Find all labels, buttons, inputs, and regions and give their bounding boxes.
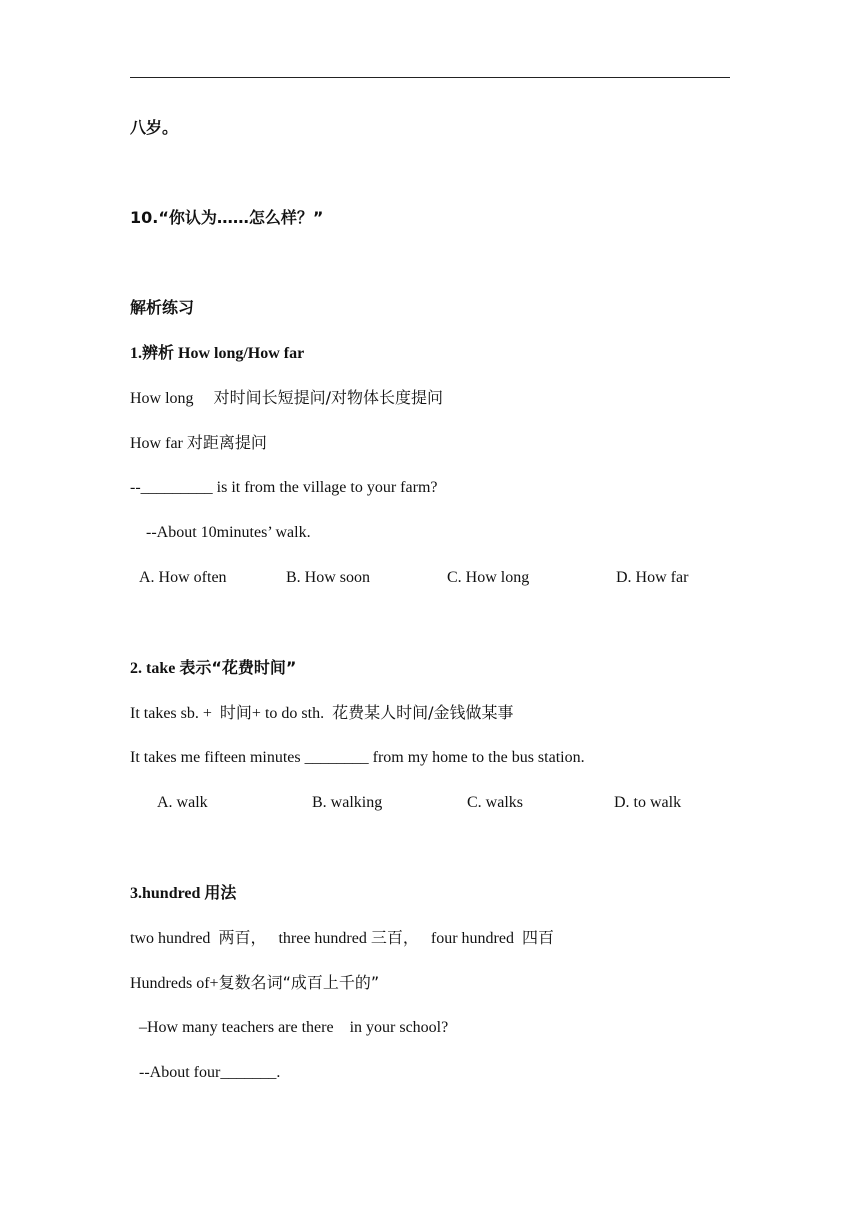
q1-option-a: A. How often: [139, 569, 227, 586]
q1-how-long-cjk: 对时间长短提问/对物体长度提问: [213, 388, 443, 407]
q2-title-en: 2. take: [130, 660, 180, 677]
q3-answer: --About four_______.: [139, 1064, 281, 1081]
header-rule: [130, 77, 730, 78]
q1-how-far-cjk: 对距离提问: [186, 433, 267, 452]
q3-examples-line: [130, 928, 554, 949]
item-10-heading: [130, 208, 323, 229]
q1-title-en: How long/How far: [174, 345, 305, 362]
q2-rule-line: [130, 703, 513, 724]
q1-option-b: B. How soon: [286, 569, 371, 586]
q2-option-a: A. walk: [157, 794, 208, 811]
q3-hundreds-en: Hundreds of+: [130, 975, 219, 992]
q3-title-cjk: 用法: [204, 883, 237, 902]
q1-title-cjk: 辨析: [142, 343, 175, 362]
q1-how-long-line: [130, 388, 443, 409]
q1-how-long-en: How long: [130, 390, 214, 407]
q2-rule-en-b: + to do sth.: [251, 705, 333, 722]
q1-answer: --About 10minutes’ walk.: [146, 524, 311, 541]
q1-heading: [130, 343, 304, 364]
q2-option-b: B. walking: [312, 794, 383, 811]
q3-heading: [130, 883, 236, 904]
q3-ex-a: two hundred: [130, 930, 219, 947]
q3-ex-f: 四百: [521, 928, 554, 947]
q3-ex-c: three hundred: [266, 930, 371, 947]
age-tail-text: 八岁。: [130, 118, 179, 137]
q1-how-far-line: [130, 433, 267, 454]
q1-question: --_________ is it from the village to your farm?: [130, 479, 438, 496]
q2-rule-en-a: It takes sb. +: [130, 705, 220, 722]
q3-title-en: 3.hundred: [130, 885, 205, 902]
q1-how-far-en: How far: [130, 435, 187, 452]
q2-option-d: D. to walk: [614, 794, 682, 811]
q3-hundreds-line: [130, 973, 379, 994]
q1-option-c: C. How long: [447, 569, 530, 586]
q3-ex-e: four hundred: [418, 930, 522, 947]
q1-option-d: D. How far: [616, 569, 689, 586]
q2-rule-cjk-b: 花费某人时间/金钱做某事: [332, 703, 514, 722]
q2-question: It takes me fifteen minutes ________ from my home to the bus station.: [130, 749, 585, 766]
q2-option-c: C. walks: [467, 794, 523, 811]
q3-ex-b: 两百，: [218, 928, 267, 947]
q2-heading: [130, 658, 296, 679]
q1-number: 1.: [130, 345, 142, 362]
q3-question: –How many teachers are there in your school?: [139, 1019, 449, 1036]
q3-ex-d: 三百，: [370, 928, 419, 947]
section-title: 解析练习: [130, 298, 195, 317]
q2-rule-cjk-a: 时间: [219, 703, 252, 722]
q2-title-cjk: 表示“花费时间”: [179, 658, 297, 677]
q3-hundreds-cjk: 复数名词“成百上千的”: [218, 973, 380, 992]
item-10-text: 10.“你认为……怎么样？”: [130, 208, 324, 227]
